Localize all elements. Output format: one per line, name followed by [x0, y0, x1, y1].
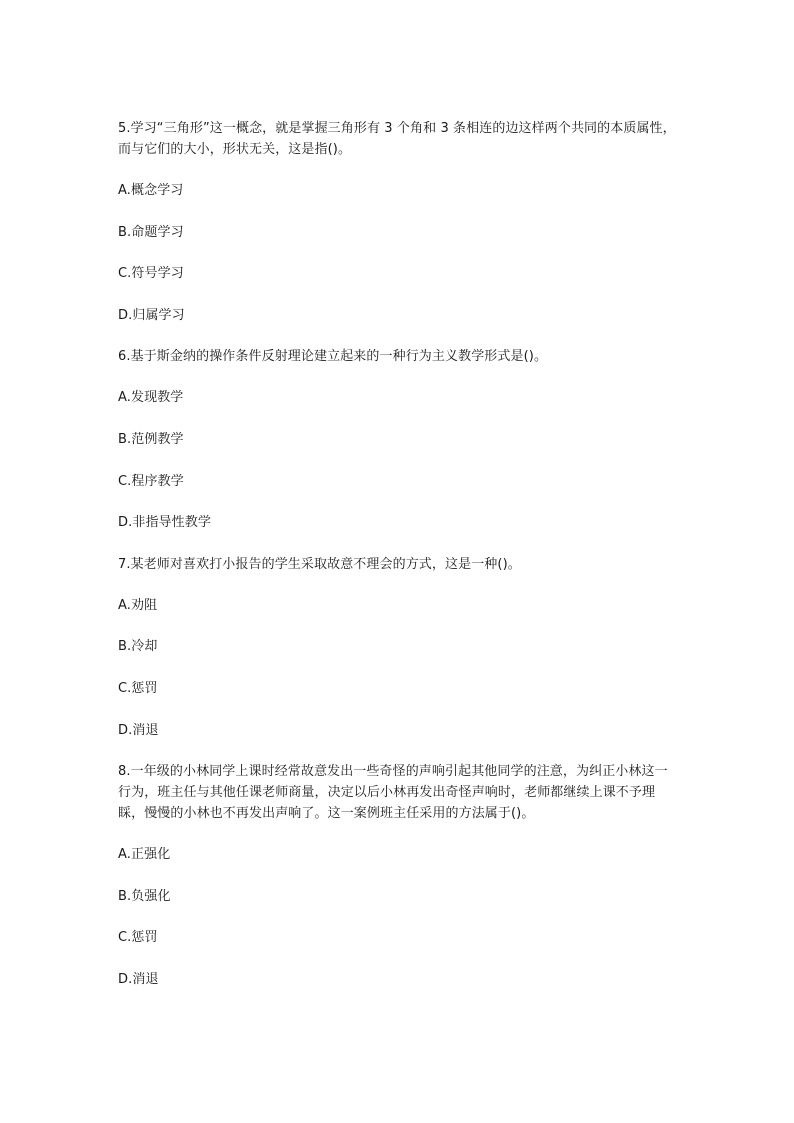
option-b: B.冷却 [118, 639, 158, 655]
option-d: D.非指导性教学 [118, 515, 211, 531]
option-b: B.命题学习 [118, 224, 184, 240]
option-c: C.程序教学 [118, 473, 184, 489]
option-d: D.消退 [118, 971, 159, 987]
question-7 [118, 554, 678, 741]
option-a: A.正强化 [118, 847, 171, 863]
option-a: A.概念学习 [118, 183, 184, 198]
question-6 [118, 346, 678, 533]
question-5 [118, 118, 678, 326]
question-8 [118, 761, 678, 990]
question-stem: 5.学习“三角形”这一概念，就是掌握三角形有 3 个角和 3 条相连的边这样两个共同的本质属性，而与它们的大小，形状无关，这是指()。 [118, 121, 676, 157]
option-b: B.负强化 [118, 888, 171, 904]
question-stem: 7.某老师对喜欢打小报告的学生采取故意不理会的方式，这是一种()。 [118, 556, 521, 572]
question-stem: 6.基于斯金纳的操作条件反射理论建立起来的一种行为主义教学形式是()。 [118, 349, 548, 365]
option-d: D.消退 [118, 722, 159, 738]
option-a: A.发现教学 [118, 390, 184, 406]
question-stem: 8.一年级的小林同学上课时经常故意发出一些奇怪的声响引起其他同学的注意，为纠正小林这一行为，班主任与其他任课老师商量，决定以后小林再发出奇怪声响时，老师都继续上课不予理睬，慢慢的小林也不再发出声响了。这一案例班主任采用的方法属于()。 [118, 764, 668, 822]
option-d: D.归属学习 [118, 307, 185, 323]
option-c: C.符号学习 [118, 266, 184, 282]
question-list [118, 118, 678, 1011]
option-a: A.劝阻 [118, 597, 158, 613]
option-b: B.范例教学 [118, 431, 184, 447]
option-c: C.惩罚 [118, 680, 158, 696]
option-c: C.惩罚 [118, 930, 158, 946]
